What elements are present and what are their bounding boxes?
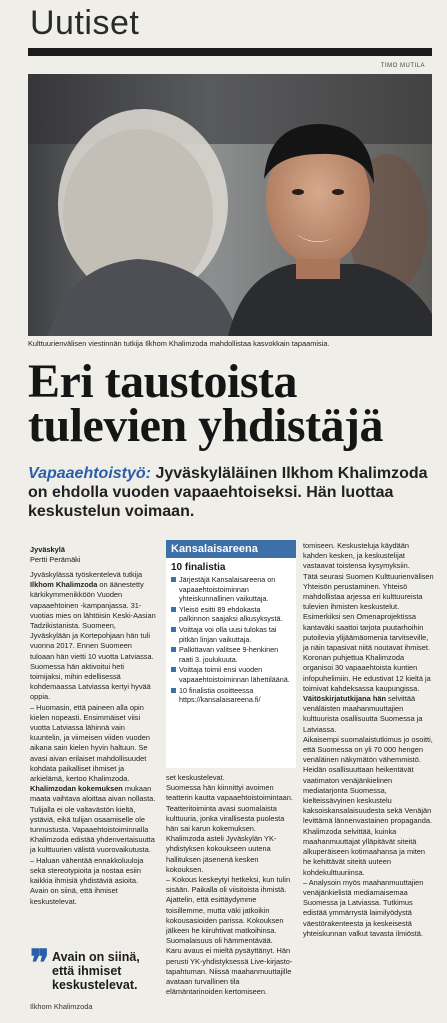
article-column-2 [166,773,296,997]
info-box-subtitle: 10 finalistia [171,562,226,573]
list-item-text: Yleisö esitti 89 ehdokasta palkinnon saajaksi alkusyksystä. [179,604,283,624]
article-lede [28,464,438,521]
lede-text: Jyväskyläläinen Ilkhom Khalimzoda on ehdolla vuoden vapaaehtoiseksi. Hän luottaa keskustelun voimaan. [28,465,428,520]
article-column-3 [303,541,435,939]
lede-kicker: Vapaaehtoistyö: [28,465,151,482]
list-item [171,665,292,684]
subheading: Khalimzodan kokemuksen [30,784,123,794]
section-title: Uutiset [30,4,140,42]
paragraph: Suomessa hän kiinnittyi avoimen teatterin kautta vapaaehtoistoimintaan. Teatteritoiminta avasi suomalaista kulttuuria, jonka virallisesta puolesta hän sai karun kokemuksen. Khalimzoda asteli Jyväskylän YK-yhdistyksen kokoukseen uutena hallituksen jäsenenä kesken kokouksen. [166,783,293,874]
paragraph: – Analysoin myös maahanmuuttajien venäjänkielistä mediamaisemaa Suomessa ja Latviassa. Tutkimus edistää ymmärrystä laimilyödystä väestörakenteesta ja keskeisestä yhteiskunnan valkut tavasta ilmiöstä. [303,877,424,938]
paragraph: Aikaisempi suomalaistutkimus jo osoitti, että Suomessa on yli 70 000 hengen venäläinen näkymätön vähemmistö. Heidän osallisuuttaan heikentävät vaatimaton venäjänkielinen mediatarjonta Suomessa, kielteissävyinen keskustelu kaksoiskansalaisuudesta sekä Venäjän levittämä lännenvastainen propaganda. Khalimzoda selvittää, kuinka maahanmuuttajat ylläpitävät siteitä alkuperäiseen kotimaahansa ja miten he kehittävät siteitä uuteen kohdekulttuuriinsa. [303,734,433,877]
quote-author: Ilkhom Khalimzoda [30,1002,93,1011]
article-headline [28,355,438,452]
paragraph: – Kokous keskeytyi hetkeksi, kun tulin sisään. Paikalla oli viisitoista ihmistä. Ajattelin, että esittäydymme toisillemme, mutta väki jatkoikin kokousasioiden parissa. Kokouksen jälkeen he kiiruhtivat matkoihinsa. Suomalaisuus oli hämmentävää. [166,875,291,946]
info-box-list [166,575,296,705]
list-item [171,575,292,604]
list-item [171,625,292,644]
list-item [171,645,292,664]
paragraph: – Huomasin, että paineen alla opin kielen nopeasti. Ensimmäiset viisi vuotta Latviassa lähinnä vain kuuntelin, ja viimeisen viiden vuoden aikana sain kielen hyvin haltuun. Se avasi aivan erilaiset mahdollisuudet kohdata paikalliset ihmiset ja arkielämä, kertoo Khalimzoda. [30,702,150,784]
list-item [171,686,292,705]
subheading: Väitöskirjatutkijana hän [303,694,386,704]
quote-text: Avain on siinä, että ihmiset keskustelevat. [52,950,140,992]
info-box-header: Kansalaisareena [166,540,296,558]
list-item [171,605,292,624]
byline-place: Jyväskylä [30,545,65,554]
paragraph [30,784,158,855]
paragraph: Koronan puhjettua Khalimzoda organisoi 30 vapaaehtoista kuntien infopuhelimiin. He edustivat 12 kieltä ja toimivat kahdeksassa kaupungissa. [303,653,431,693]
section-rule [28,48,432,56]
photo-credit: TIMO MUTILA [380,63,425,69]
paragraph: – Haluan vähentää ennakkoluuloja sekä stereotypioita ja nostaa esiin kaikkia ihmisiä yhdistäviä asioita. Avain on siinä, että ihmiset keskustelevat. [30,855,144,906]
list-item-text: Voittaja voi olla uusi tulokas tai pitkän linjan vaikuttaja. [179,624,277,644]
list-item-text: 10 finalistia osoitteessa https://kansalaisareena.fi/ [179,685,261,705]
paragraph [303,694,435,735]
paragraph: tomiseen. Keskusteluja käydään kahden kesken, ja keskustelijat vastaavat toistensa kysymyksiin. [303,541,410,571]
person-name: Ilkhom Khalimzoda [30,580,98,590]
article-photo [28,74,432,336]
quote-mark-icon: ❞ [30,943,50,983]
bullet-square-icon [171,627,176,632]
article-column-1 [30,570,158,907]
list-item-text: Palkittavan valitsee 9-henkinen raati 3. joulukuuta. [179,645,279,664]
list-item-text: Voittaja toimii ensi vuoden vapaaehtoistoiminnan lähettiläänä. [179,665,290,684]
paragraph: Tätä seurasi Suomen Kulttuurienvälisen Yhteisön perustaminen. Yhteisö mahdollistaa arjessa eri kulttuureista tulevien ihmisten keskustelut. Esimerkiksi sen Omenaprojektissa kantaväki saattoi tarjota puutarhoihin putoilevia ylijäämäomenia tarvitseville, ja näin tapasivat niitä noutavat ihmiset. [303,571,434,653]
paragraph [30,570,158,703]
paragraph: Karu avaus ei mieltä pysäyttänyt. Hän perusti YK-yhdistyksessä Live-kirjasto-tapahtuman. Niissä maahanmuuttajille avataan turvallinen tila elämäntarinoiden kertomiseen. [166,946,293,997]
bullet-square-icon [171,647,176,652]
paragraph-text: selvittää venäläisten maahanmuuttajien kulttuurista osallisuutta Suomessa ja Latviassa. [303,694,423,734]
byline-author: Pertti Perämäki [30,555,81,564]
paragraph: set keskustelevat. [166,773,225,782]
headline-line-1: Eri taustoista [28,355,297,408]
paragraph-text: on äänestetty kärkikymmenikköön Vuoden vapaaehtoinen -kampanjassa. 31-vuotias mies on lähtöisin Keski-Aasian Tadzikistanista. Suomeen, Jyväskylään ja Kortepohjaan hän tuli vuonna 2017. Ennen Suomeen tuloaan hän vietti 10 vuotta Latviassa. Suomessa hän aktivoitui heti toimijaksi, mihin edellisessä kohdemaassa Latviassa kertyi hyvää oppia. [30,580,156,702]
bullet-square-icon [171,577,176,582]
bullet-square-icon [171,607,176,612]
list-item-text: Järjestäjä Kansalaisareena on vapaaehtoistoiminnan yhteiskunnallinen vaikuttaja. [179,575,276,604]
bullet-square-icon [171,667,176,672]
byline [30,545,81,565]
headline-line-2: tulevien yhdistäjä [28,399,384,452]
paragraph-text: Jyväskylässä työskentelevä tutkija [30,570,143,579]
info-box [166,540,296,768]
paragraph-text: mukaan maata vaihtava aloittaa aivan nollasta. Tulijalla ei ole valtavästön kieltä, ystäviä, eikä tulijan osaamiselle ole tunnustusta. Vapaaehtoistoiminnalla Khalimzoda edistää yhdenvertaisuutta ja kulttuurien välistä vuorovaikutusta. [30,784,156,855]
bullet-square-icon [171,688,176,693]
photo-caption: Kulttuurienvälisen viestinnän tutkija Ilkhom Khalimzoda mahdollistaa kasvokkain tapaamisia. [28,339,330,348]
